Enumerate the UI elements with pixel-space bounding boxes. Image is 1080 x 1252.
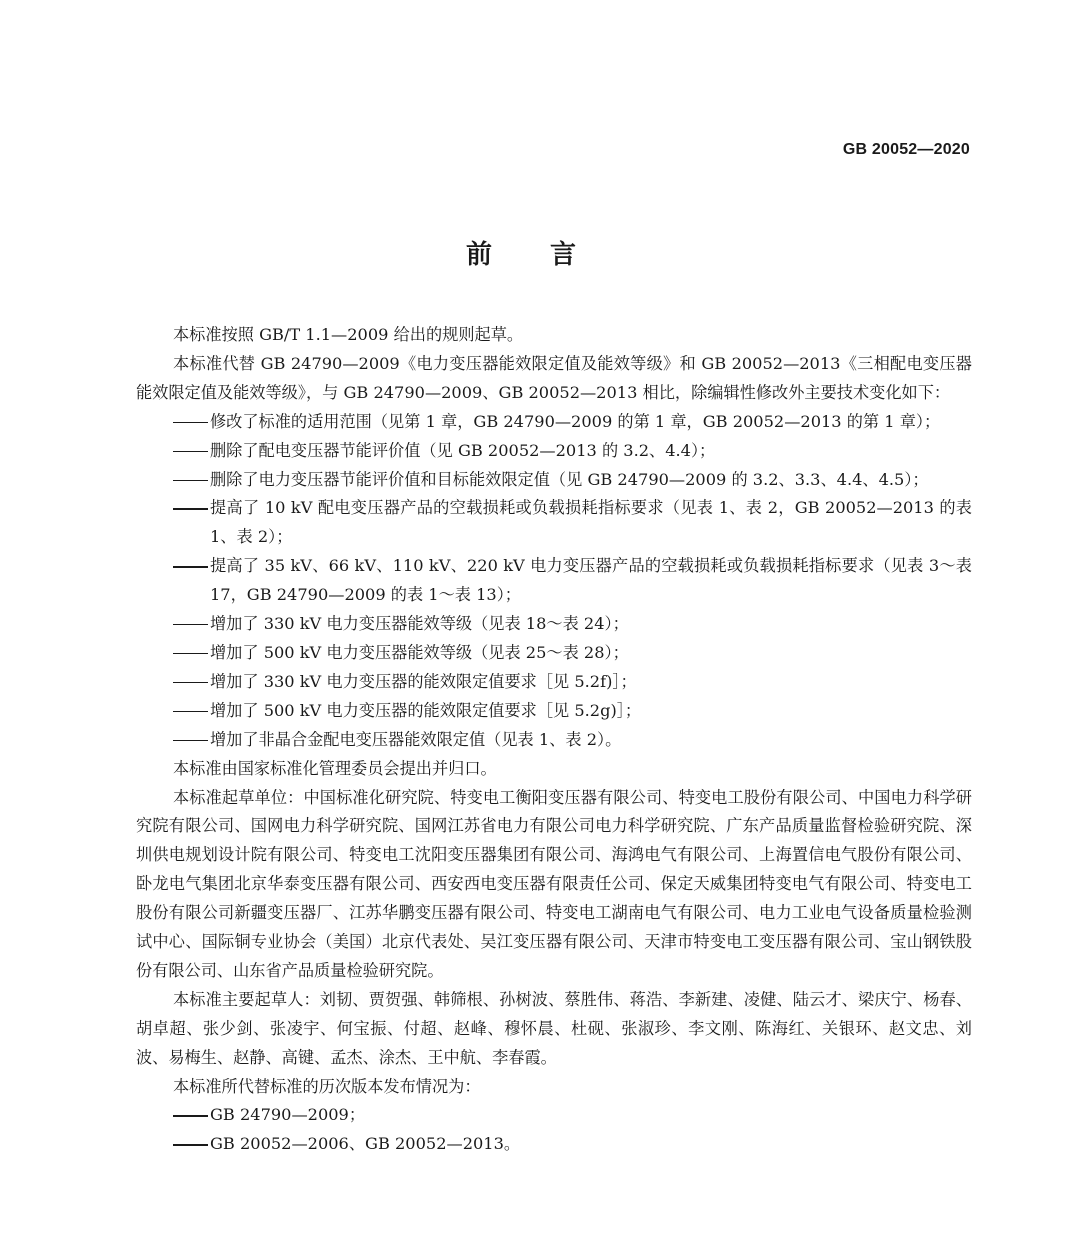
list-item: 增加了非晶合金配电变压器能效限定值（见表 1、表 2）。 — [210, 729, 622, 749]
changes-list — [136, 408, 972, 755]
list-item: 提高了 10 kV 配电变压器产品的空载损耗或负载损耗指标要求（见表 1、表 2，GB 20052—2013 的表 1、表 2）； — [210, 498, 972, 547]
page-title: 前言 — [465, 240, 634, 270]
history-list — [136, 1101, 972, 1159]
list-item: 修改了标准的适用范围（见第 1 章，GB 24790—2009 的第 1 章，GB 20052—2013 的第 1 章）； — [210, 411, 941, 431]
standard-code: GB 20052—2020 — [842, 141, 970, 158]
history-intro-paragraph: 本标准所代替标准的历次版本发布情况为： — [173, 1076, 481, 1096]
list-item: 增加了 330 kV 电力变压器能效等级（见表 18～表 24）； — [210, 614, 629, 634]
drafting-units-paragraph: 本标准起草单位：中国标准化研究院、特变电工衡阳变压器有限公司、特变电工股份有限公司、中国电力科学研究院有限公司、国网电力科学研究院、国网江苏省电力有限公司电力科学研究院、广东产品质量监督检验研究院、深圳供电规划设计院有限公司、特变电工沈阳变压器集团有限公司、海鸿电气有限公司、上海置信电气股份有限公司、卧龙电气集团北京华泰变压器有限公司、西安西电变压器有限责任公司、保定天威集团特变电气有限公司、特变电工股份有限公司新疆变压器厂、江苏华鹏变压器有限公司、特变电工湖南电气有限公司、电力工业电气设备质量检验测试中心、国际铜专业协会（美国）北京代表处、吴江变压器有限公司、天津市特变电工变压器有限公司、宝山钢铁股份有限公司、山东省产品质量检验研究院。 — [136, 787, 972, 980]
document-body — [136, 321, 972, 1159]
drafters-paragraph: 本标准主要起草人：刘韧、贾贺强、韩筛根、孙树波、蔡胜伟、蒋浩、李新建、凌健、陆云才、梁庆宁、杨春、胡卓超、张少剑、张凌宇、何宝振、付超、赵峰、穆怀晨、杜砚、张淑珍、李文刚、陈海红、关银环、赵文忠、刘波、易梅生、赵静、高键、孟杰、涂杰、王中航、李春霞。 — [136, 989, 972, 1067]
list-item: 删除了配电变压器节能评价值（见 GB 20052—2013 的 3.2、4.4）； — [210, 440, 716, 460]
replaces-paragraph: 本标准代替 GB 24790—2009《电力变压器能效限定值及能效等级》和 GB 20052—2013《三相配电变压器能效限定值及能效等级》，与 GB 24790—2009、GB 20052—2013 相比，除编辑性修改外主要技术变化如下： — [136, 353, 972, 402]
list-item: 增加了 330 kV 电力变压器的能效限定值要求［见 5.2f)］； — [210, 671, 637, 691]
list-item: 删除了电力变压器节能评价值和目标能效限定值（见 GB 24790—2009 的 3.2、3.3、4.4、4.5）； — [210, 469, 929, 489]
list-item: 提高了 35 kV、66 kV、110 kV、220 kV 电力变压器产品的空载损耗或负载损耗指标要求（见表 3～表 17，GB 24790—2009 的表 1～表 13）； — [210, 556, 972, 605]
drafting-rule-paragraph: 本标准按照 GB/T 1.1—2009 给出的规则起草。 — [173, 325, 524, 344]
list-item: 增加了 500 kV 电力变压器的能效限定值要求［见 5.2g)］； — [210, 700, 642, 720]
proposer-paragraph: 本标准由国家标准化管理委员会提出并归口。 — [173, 758, 497, 778]
list-item: GB 24790—2009； — [210, 1105, 366, 1125]
list-item: 增加了 500 kV 电力变压器能效等级（见表 25～表 28）； — [210, 642, 629, 662]
list-item: GB 20052—2006、GB 20052—2013。 — [210, 1134, 521, 1154]
